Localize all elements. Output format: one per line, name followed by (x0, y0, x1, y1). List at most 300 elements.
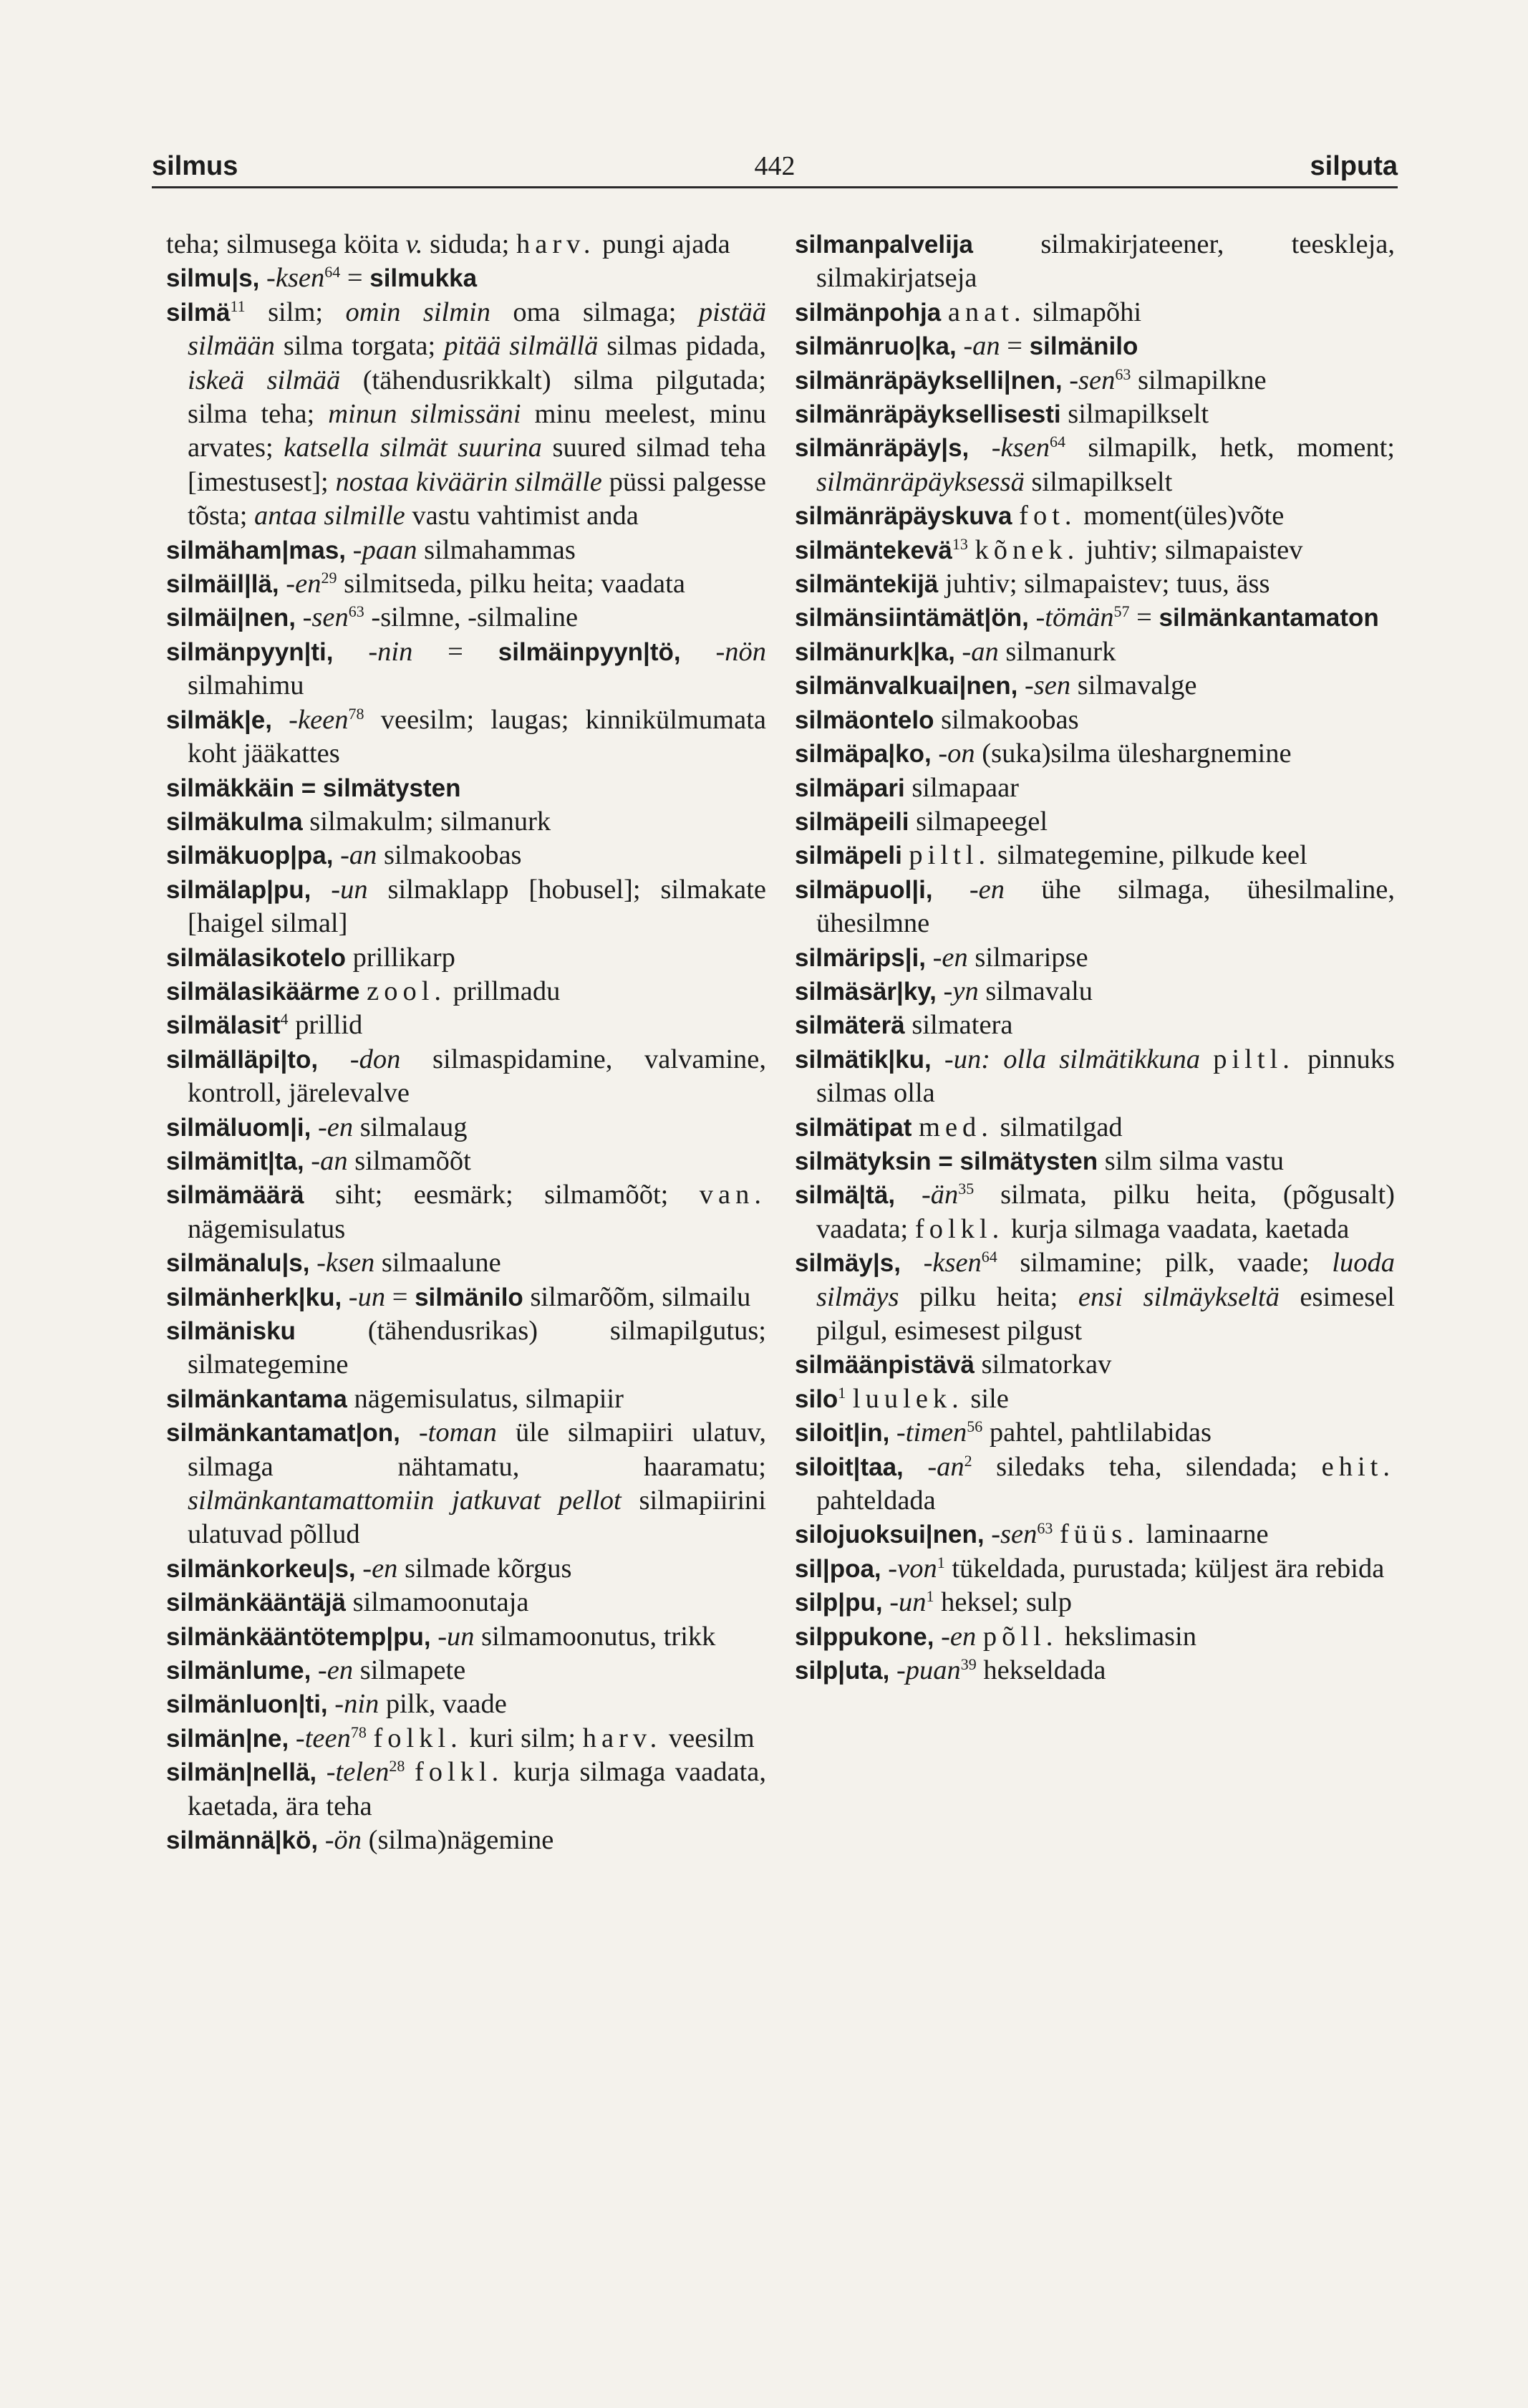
headword: silmäpuol|i, (795, 875, 933, 904)
definition-text: pungi ajada (595, 229, 730, 259)
left-column (166, 228, 766, 1858)
definition-text (881, 1554, 889, 1584)
definition-text: pahtel, pahtlilabidas (982, 1417, 1212, 1448)
dictionary-entry (795, 703, 1395, 737)
headword: silmäntekijä (795, 570, 939, 599)
dictionary-entry (795, 635, 1395, 669)
usage-label: med. (919, 1112, 993, 1142)
dictionary-entry (166, 601, 766, 635)
headword: siloit|in, (795, 1419, 890, 1448)
dictionary-entry (166, 1145, 766, 1178)
headword: silmämit|ta, (166, 1147, 304, 1175)
definition-text: sile (963, 1383, 1009, 1414)
italic-text: -un: (944, 1044, 991, 1074)
header-right-guideword: silputa (1310, 151, 1398, 181)
italic-text: -timen (896, 1417, 967, 1448)
definition-text: silmakoobas (934, 704, 1079, 735)
definition-text (318, 1825, 325, 1855)
italic-text: ensi silmäykseltä (1078, 1281, 1280, 1312)
italic-text: -än (921, 1180, 959, 1210)
italic-text: luoda silmäys (816, 1248, 1395, 1312)
paradigm-number: 29 (321, 569, 337, 587)
definition-text (1053, 1519, 1060, 1549)
dictionary-entry (795, 669, 1395, 703)
definition-text (955, 637, 962, 667)
headword: silmänlume, (166, 1657, 311, 1685)
dictionary-entry (166, 1281, 766, 1314)
definition-text (296, 602, 303, 632)
definition-text (346, 535, 353, 565)
definition-text: silm; (245, 297, 346, 327)
definition-text (259, 263, 266, 293)
italic-text: iskeä silmää (188, 365, 341, 395)
dictionary-entry (795, 1145, 1395, 1178)
headword: silmanpalvelija (795, 231, 974, 259)
definition-text: silmapiirini ulatuvad põllud (188, 1485, 766, 1550)
definition-text: silmakirjateener, teeskleja, silmakirjatseja (816, 229, 1395, 294)
definition-text: silmitseda, pilku heita; vaadata (337, 569, 685, 599)
italic-text: silmänkantamattomiin jatkuvat pellot (188, 1485, 622, 1516)
italic-text: -en (286, 569, 321, 599)
dictionary-entry (166, 1586, 766, 1619)
headword: silmärips|i, (795, 943, 926, 972)
paradigm-number: 35 (958, 1180, 975, 1198)
definition-text: nägemisulatus (188, 1213, 346, 1244)
italic-text: -yn (943, 976, 979, 1006)
dictionary-entry (795, 364, 1395, 398)
headword: silmälläpi|to, (166, 1045, 319, 1074)
definition-text: hekseldada (976, 1655, 1106, 1686)
definition-text: kuri silm; (462, 1723, 583, 1753)
definition-text: siduda; (422, 229, 516, 259)
definition-text (901, 1248, 924, 1278)
italic-text: -don (349, 1044, 401, 1074)
headword: silmätyksin = silmätysten (795, 1147, 1098, 1175)
usage-label: harv. (582, 1723, 662, 1753)
headword: silmälasikäärme (166, 977, 360, 1006)
dictionary-entry (166, 873, 766, 941)
italic-text: -puan (896, 1655, 961, 1686)
definition-text: silmavalge (1070, 670, 1197, 701)
headword: sil|poa, (795, 1554, 881, 1583)
definition-text: -silmne, -silmaline (364, 602, 579, 633)
definition-text (932, 1044, 944, 1074)
definition-text: kurja silmaga vaadata, kaetada (1004, 1213, 1350, 1244)
usage-label: ehit. (1321, 1451, 1395, 1482)
definition-text (356, 1554, 363, 1584)
definition-text (902, 840, 909, 870)
dictionary-entry (795, 601, 1395, 635)
definition-text: silmapeegel (909, 806, 1048, 837)
italic-text: -un (889, 1587, 927, 1618)
usage-label: folkl. (373, 1723, 463, 1753)
dictionary-entry (166, 1314, 766, 1382)
definition-text: silmade kõrgus (397, 1553, 572, 1584)
definition-text: silmamoonutus, trikk (474, 1621, 716, 1652)
definition-text: = (1129, 602, 1159, 633)
definition-text (431, 1622, 438, 1652)
headword: silmänkorkeu|s, (166, 1554, 356, 1583)
definition-text (976, 1622, 983, 1652)
definition-text (333, 840, 340, 870)
italic-text: -nin (334, 1689, 379, 1720)
definition-text (912, 1112, 919, 1142)
dictionary-entry (166, 1382, 766, 1416)
definition-text: pahteldada (816, 1485, 936, 1516)
headword: silmänalu|s, (166, 1249, 310, 1278)
dictionary-entry (795, 1348, 1395, 1382)
right-column (795, 228, 1395, 1687)
definition-text: nägemisulatus, silmapiir (347, 1383, 624, 1414)
definition-text: prillmadu (446, 976, 561, 1006)
italic-text: -teen (295, 1723, 351, 1753)
definition-text (367, 1723, 374, 1753)
definition-text: juhtiv; silmapaistev; tuus, äss (938, 569, 1270, 599)
headword: silmänpyyn|ti, (166, 637, 334, 666)
italic-text: -an (340, 840, 377, 871)
headword: silp|pu, (795, 1589, 883, 1617)
definition-text: silmavalu (978, 976, 1093, 1006)
dictionary-entry (795, 771, 1395, 805)
usage-label: piltl. (1213, 1044, 1295, 1074)
definition-text (889, 1655, 896, 1685)
paradigm-number: 2 (964, 1451, 972, 1470)
headword: silmänpohja (795, 298, 942, 327)
italic-text: pitää silmällä (444, 331, 599, 362)
definition-text (934, 1622, 941, 1652)
headword: silmänkääntäjä (166, 1589, 346, 1617)
definition-text (1012, 501, 1020, 531)
dictionary-entry (795, 839, 1395, 872)
paradigm-number: 1 (838, 1383, 846, 1402)
dictionary-entry (166, 567, 766, 601)
definition-text: juhtiv; silmapaistev (1079, 534, 1303, 565)
definition-text (926, 943, 933, 973)
paradigm-number: 1 (926, 1587, 934, 1606)
headword: silmänkääntötemp|pu, (166, 1622, 431, 1651)
dictionary-entry (166, 839, 766, 872)
definition-text (969, 433, 991, 463)
definition-text: (suka)silma üleshargnemine (975, 738, 1292, 769)
italic-text: -paan (352, 534, 417, 565)
dictionary-entry (795, 1620, 1395, 1654)
dictionary-entry (166, 635, 766, 703)
definition-text: laminaarne (1138, 1519, 1269, 1550)
headword: silmänvalkuai|nen, (795, 672, 1018, 700)
header-left-guideword: silmus (152, 151, 238, 181)
definition-text: silmata, pilku heita, (põgusalt) vaadata; (816, 1180, 1396, 1244)
dictionary-entry (795, 567, 1395, 601)
dictionary-entry (795, 975, 1395, 1008)
headword: silmäil|lä, (166, 570, 279, 599)
definition-text (968, 535, 975, 565)
dictionary-entry (166, 1008, 766, 1042)
usage-label: luulek. (852, 1383, 964, 1414)
dictionary-entry (795, 1450, 1395, 1518)
definition-text: silmatera (904, 1010, 1013, 1041)
dictionary-entry (166, 1824, 766, 1857)
definition-text: silmapilkselt (1060, 399, 1209, 430)
headword: silmänurk|ka, (795, 637, 955, 666)
definition-text: siledaks teha, silendada; (972, 1451, 1322, 1482)
definition-text (1063, 365, 1070, 395)
definition-text: pilk, vaade (379, 1689, 507, 1720)
italic-text: -en (317, 1112, 354, 1142)
italic-text: -en (317, 1655, 354, 1686)
headword: silp|uta, (795, 1657, 890, 1685)
definition-text: silmaripse (967, 942, 1088, 973)
usage-label: anat. (947, 297, 1026, 327)
definition-text (681, 637, 716, 667)
definition-text: esimesel pilgul, esimesest pilgust (816, 1281, 1395, 1346)
definition-text: üle silmapiiri ulatuv, silmaga nähtamatu, haaramatu; (188, 1417, 766, 1482)
headword: silmänkantamat|on, (166, 1419, 400, 1448)
dictionary-entry (795, 1043, 1395, 1111)
headword: silmänräpäyksellisesti (795, 400, 1061, 429)
dictionary-entry (795, 1518, 1395, 1551)
dictionary-entry (795, 534, 1395, 567)
definition-text (279, 569, 286, 599)
definition-text: = (412, 636, 498, 667)
dictionary-entry (166, 1111, 766, 1145)
definition-text: siht; eesmärk; silmamõõt; (304, 1180, 700, 1210)
page-number: 442 (754, 151, 796, 181)
definition-text (359, 976, 367, 1006)
dictionary-entry (166, 805, 766, 839)
definition-text (985, 1519, 992, 1549)
headword: silmäinpyyn|tö, (498, 637, 681, 666)
italic-text: -ön (324, 1825, 362, 1856)
paradigm-number: 56 (967, 1417, 983, 1436)
dictionary-entry (795, 1654, 1395, 1687)
headword: silmäontelo (795, 705, 934, 734)
dictionary-entry (166, 228, 766, 261)
dictionary-entry (166, 1178, 766, 1246)
dictionary-entry (795, 1246, 1395, 1348)
definition-text: vastu vahtimist anda (405, 501, 639, 531)
headword: silmäpeili (795, 807, 909, 836)
definition-text (895, 1180, 922, 1210)
definition-text: silmakoobas (377, 840, 522, 871)
definition-text: püssi palgesse tõsta; (188, 466, 766, 531)
definition-text: prillikarp (345, 942, 455, 973)
italic-text: -sen (1024, 670, 1071, 701)
definition-text: oma silmaga; (490, 297, 699, 327)
definition-text: silm silma vastu (1098, 1145, 1285, 1176)
definition-text: kurja silmaga vaadata, kaetada, ära teha (188, 1757, 767, 1821)
headword: silmän|nellä, (166, 1758, 317, 1787)
definition-text: silmas pidada, (598, 331, 766, 362)
definition-text (311, 875, 331, 905)
definition-text: pinnuks silmas olla (816, 1044, 1395, 1109)
paradigm-number: 63 (1037, 1519, 1053, 1538)
paradigm-number: 57 (1113, 602, 1130, 621)
italic-text: -ksen (923, 1248, 982, 1278)
headword: silmämäärä (166, 1181, 304, 1210)
definition-text (883, 1587, 890, 1617)
headword: silmänruo|ka, (795, 332, 957, 361)
paradigm-number: 64 (1049, 433, 1065, 451)
paradigm-number: 78 (350, 1723, 367, 1741)
headword: silmätipat (795, 1113, 912, 1142)
italic-text: -en (969, 874, 1005, 905)
headword: silmäkulma (166, 807, 303, 836)
italic-text: -an (962, 636, 999, 667)
paradigm-number: 39 (960, 1655, 977, 1674)
headword: silmänilo (415, 1283, 523, 1311)
headword: silmäänpistävä (795, 1351, 975, 1379)
usage-label: harv. (516, 229, 596, 259)
italic-text: katsella silmät suurina (284, 433, 542, 463)
italic-text: -sen (991, 1519, 1038, 1550)
headword: silmänluon|ti, (166, 1690, 328, 1719)
headword: silo (795, 1384, 838, 1413)
usage-label: folkl. (414, 1757, 504, 1788)
dictionary-entry (166, 1552, 766, 1586)
headword: silmälasit (166, 1011, 281, 1040)
dictionary-entry (795, 1008, 1395, 1042)
definition-text: moment(üles)võte (1076, 501, 1285, 531)
definition-text (405, 1757, 415, 1787)
definition-text: silmapilk, hetk, moment; (1065, 433, 1396, 463)
definition-text: silmalaug (353, 1112, 468, 1142)
italic-text: -en (932, 942, 968, 973)
dictionary-entry (795, 431, 1395, 499)
headword: silmänräpäykselli|nen, (795, 366, 1063, 395)
headword: silmänkantama (166, 1384, 347, 1413)
definition-text (990, 1044, 1003, 1074)
dictionary-entry (166, 1722, 766, 1756)
paradigm-number: 64 (981, 1248, 997, 1266)
dictionary-entry (795, 398, 1395, 431)
page-header (152, 146, 1398, 188)
definition-text: = (1000, 331, 1030, 362)
dictionary-entry (166, 1620, 766, 1654)
dictionary-entry (795, 296, 1395, 329)
usage-label: füüs. (1059, 1519, 1139, 1550)
dictionary-entry (795, 329, 1395, 363)
italic-text: -ksen (316, 1248, 375, 1278)
italic-text: -toman (418, 1417, 497, 1448)
definition-text (957, 331, 964, 361)
definition-text (846, 1384, 853, 1414)
headword: silmänilo (1029, 332, 1138, 361)
headword: silmäsär|ky, (795, 977, 937, 1006)
italic-text: -un (348, 1281, 386, 1312)
italic-text: minun silmissäni (328, 399, 521, 430)
definition-text: silma torgata; (274, 331, 445, 362)
paradigm-number: 78 (348, 704, 364, 723)
definition-text (1200, 1044, 1213, 1074)
dictionary-entry (795, 499, 1395, 533)
italic-text: omin silmin (345, 297, 490, 327)
definition-text: (tähendusrikkalt) silma pilgutada; silma teha; (188, 365, 766, 430)
definition-text: = (340, 263, 370, 294)
definition-text: silmahimu (188, 670, 304, 701)
dictionary-entry (166, 1043, 766, 1111)
definition-text: silmakulm; silmanurk (302, 806, 551, 837)
dictionary-entry (795, 1178, 1395, 1246)
headword: silppukone, (795, 1622, 934, 1651)
definition-text (309, 1248, 316, 1278)
definition-text: suured silmad teha [imestusest]; (188, 433, 766, 497)
headword: silmäpeli (795, 842, 902, 870)
definition-text (328, 1689, 335, 1719)
definition-text: silmapilkne (1131, 365, 1267, 395)
definition-text: = (385, 1281, 415, 1312)
dictionary-entry (795, 1382, 1395, 1416)
headword: silmäy|s, (795, 1249, 901, 1278)
definition-text: ühe silmaga, ühesilmaline, ühesilmne (816, 874, 1395, 939)
headword: silmäi|nen, (166, 604, 296, 632)
italic-text: -en (362, 1553, 398, 1584)
dictionary-entry (166, 975, 766, 1008)
paradigm-number: 64 (324, 263, 341, 281)
italic-text: -an (963, 331, 1000, 362)
definition-text (941, 297, 948, 327)
headword: silmä|tä, (795, 1181, 896, 1210)
italic-text: v. (405, 229, 423, 259)
italic-text: -telen (326, 1757, 390, 1788)
dictionary-entry (166, 771, 766, 805)
headword: silmänräpäyskuva (795, 502, 1012, 531)
definition-text: (silma)nägemine (362, 1825, 554, 1856)
italic-text: -an (311, 1145, 348, 1176)
definition-text (1029, 602, 1036, 632)
definition-text: tükeldada, purustada; küljest ära rebida (944, 1553, 1385, 1584)
definition-text (1017, 670, 1025, 700)
headword: silmätik|ku, (795, 1045, 932, 1074)
paradigm-number: 1 (937, 1553, 945, 1571)
definition-text (311, 1655, 318, 1685)
definition-text: silmapilkselt (1024, 466, 1173, 497)
definition-text: silmapõhi (1025, 297, 1142, 327)
paradigm-number: 63 (348, 602, 364, 621)
headword: silmäk|e, (166, 705, 272, 734)
usage-label: piltl. (909, 840, 991, 871)
italic-text: -keen (289, 704, 349, 735)
usage-label: van. (699, 1180, 766, 1210)
headword: silmäntekevä (795, 536, 952, 564)
definition-text (318, 1044, 350, 1074)
definition-text: silmaalune (374, 1248, 501, 1278)
definition-text: veesilm (662, 1723, 755, 1753)
definition-text: silmaspidamine, valvamine, kontroll, järelevalve (188, 1044, 767, 1109)
headword: siloit|taa, (795, 1453, 904, 1481)
definition-text: silmarõõm, silmailu (523, 1281, 751, 1312)
dictionary-entry (795, 805, 1395, 839)
italic-text: -sen (302, 602, 349, 633)
italic-text: -tömän (1035, 602, 1114, 633)
definition-text: silmatorkav (974, 1349, 1112, 1380)
dictionary-entry (166, 534, 766, 567)
headword: silmänherk|ku, (166, 1283, 342, 1311)
dictionary-entry (166, 1246, 766, 1280)
usage-label: zool. (367, 976, 447, 1006)
italic-text: -ksen (991, 433, 1050, 463)
definition-text (272, 705, 289, 735)
headword: silmänisku (166, 1317, 296, 1345)
definition-text: silmapaar (904, 772, 1019, 803)
definition-text (289, 1723, 296, 1753)
italic-text: -von (888, 1553, 937, 1584)
headword: silmäpari (795, 774, 905, 802)
italic-text: -an (927, 1451, 964, 1482)
headword: silmänsiintämät|ön, (795, 604, 1029, 632)
headword: silmä (166, 298, 231, 327)
dictionary-entry (795, 1586, 1395, 1619)
headword: silmäluom|i, (166, 1113, 311, 1142)
